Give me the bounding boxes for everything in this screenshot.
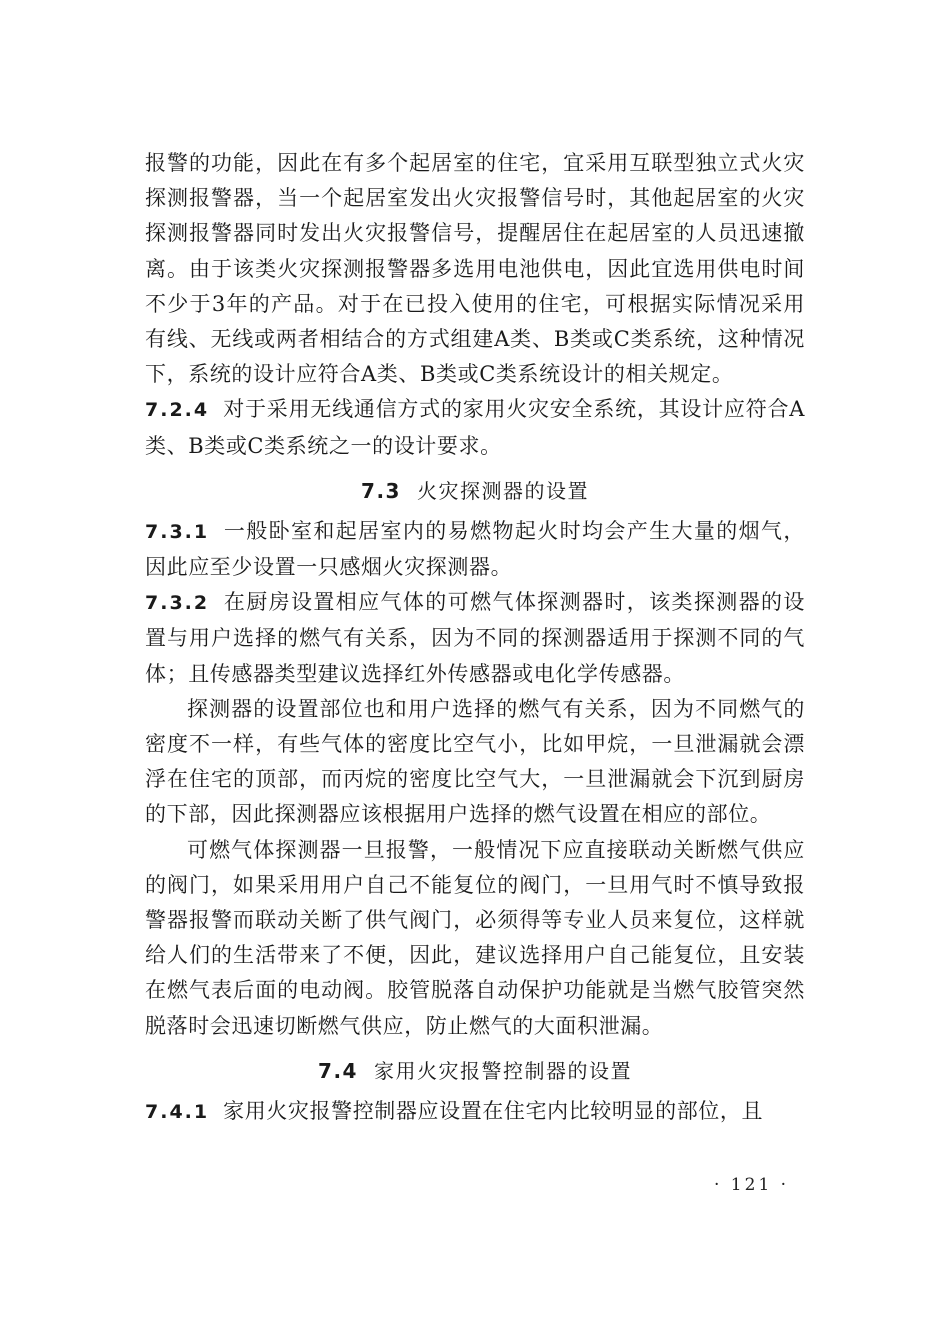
clause-number: 7.3.2 <box>145 592 210 615</box>
clause-text: 对于采用无线通信方式的家用火灾安全系统，其设计应符合A类、B类或C类系统之一的设计要求。 <box>145 397 805 458</box>
clause-7-2-4 <box>145 392 805 463</box>
clause-number: 7.4.1 <box>145 1100 210 1123</box>
section-number: 7.4 <box>318 1058 358 1083</box>
clause-7-4-1 <box>145 1094 805 1130</box>
clause-number: 7.3.1 <box>145 520 210 543</box>
clause-text: 一般卧室和起居室内的易燃物起火时均会产生大量的烟气，因此应至少设置一只感烟火灾探测器。 <box>145 518 805 580</box>
section-number: 7.3 <box>361 478 401 503</box>
clause-7-3-2 <box>145 585 805 692</box>
page-number: · 121 · <box>714 1175 790 1195</box>
clause-text: 家用火灾报警控制器应设置在住宅内比较明显的部位，且 <box>223 1098 764 1123</box>
clause-number: 7.2.4 <box>145 399 210 422</box>
page-body <box>145 146 805 1130</box>
section-heading-7-4 <box>145 1054 805 1088</box>
clause-7-3-1 <box>145 514 805 585</box>
section-heading-7-3 <box>145 474 805 508</box>
section-title: 火灾探测器的设置 <box>416 478 589 503</box>
continued-paragraph: 报警的功能，因此在有多个起居室的住宅，宜采用互联型独立式火灾探测报警器，当一个起居室发出火灾报警信号时，其他起居室的火灾探测报警器同时发出火灾报警信号，提醒居住在起居室的人员迅速撤离。由于该类火灾探测报警器多选用电池供电，因此宜选用供电时间不少于3年的产品。对于在已投入使用的住宅，可根据实际情况采用有线、无线或两者相结合的方式组建A类、B类或C类系统，这种情况下，系统的设计应符合A类、B类或C类系统设计的相关规定。 <box>145 151 805 387</box>
section-title: 家用火灾报警控制器的设置 <box>373 1058 632 1083</box>
clause-7-3-2-paragraph-3: 可燃气体探测器一旦报警，一般情况下应直接联动关断燃气供应的阀门，如果采用用户自己不能复位的阀门，一旦用气时不慎导致报警器报警而联动关断了供气阀门，必须得等专业人员来复位，这样就给人们的生活带来了不便，因此，建议选择用户自己能复位，且安装在燃气表后面的电动阀。胶管脱落自动保护功能就是当燃气胶管突然脱落时会迅速切断燃气供应，防止燃气的大面积泄漏。 <box>145 837 805 1038</box>
clause-text: 在厨房设置相应气体的可燃气体探测器时，该类探测器的设置与用户选择的燃气有关系，因为不同的探测器适用于探测不同的气体；且传感器类型建议选择红外传感器或电化学传感器。 <box>145 590 805 686</box>
clause-7-3-2-paragraph-2: 探测器的设置部位也和用户选择的燃气有关系，因为不同燃气的密度不一样，有些气体的密度比空气小，比如甲烷，一旦泄漏就会漂浮在住宅的顶部，而丙烷的密度比空气大，一旦泄漏就会下沉到厨房的下部，因此探测器应该根据用户选择的燃气设置在相应的部位。 <box>145 696 805 827</box>
